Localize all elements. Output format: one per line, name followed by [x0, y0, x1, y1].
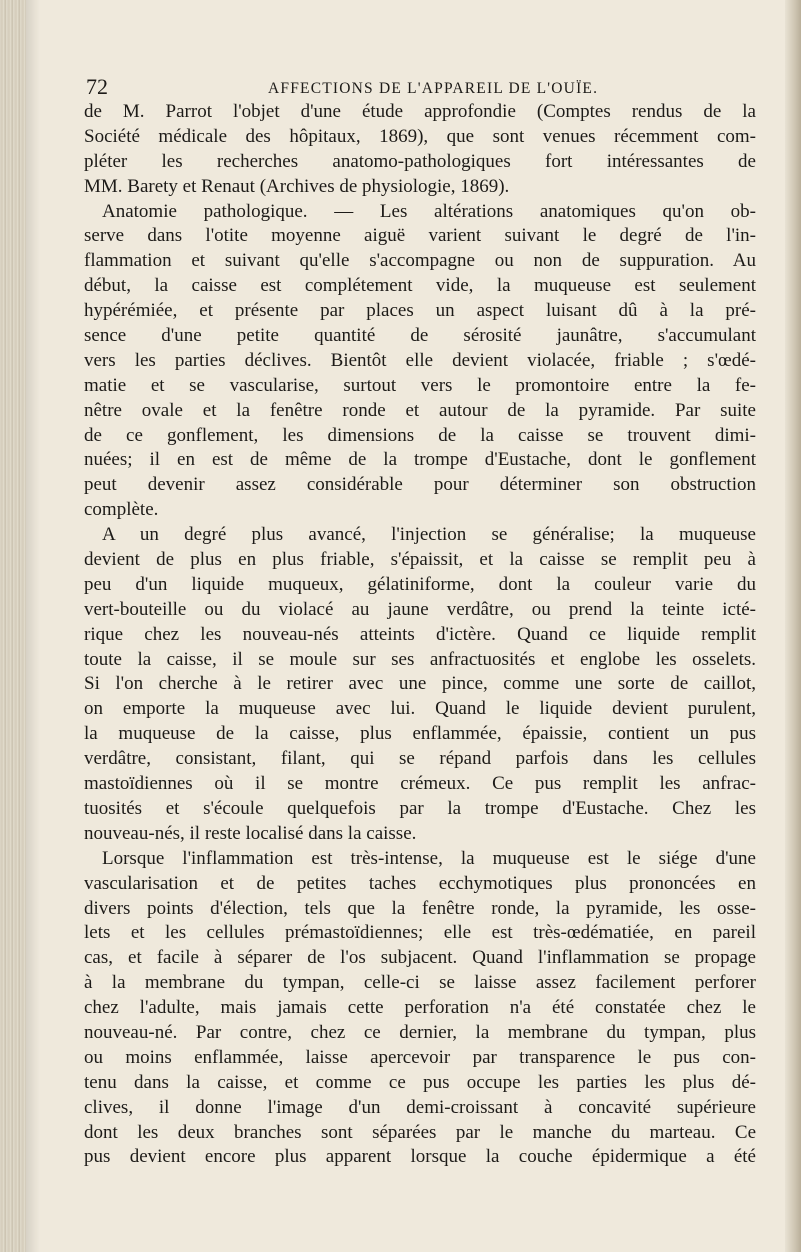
text-line: complète.	[84, 499, 159, 521]
text-line: la muqueuse de la caisse, plus enflammée, épaissie, contient un pus	[84, 723, 756, 745]
text-line: MM. Barety et Renaut (Archives de physiologie, 1869).	[84, 175, 510, 197]
text-line: vascularisation et de petites taches ecchymotiques plus prononcées en	[84, 872, 756, 894]
text-line: cas, et facile à séparer de l'os subjacent. Quand l'inflammation se propage	[84, 947, 756, 969]
page-number: 72	[86, 74, 108, 99]
text-line: Lorsque l'inflammation est très-intense, la muqueuse est le siége d'une	[102, 847, 756, 869]
text-line: toute la caisse, il se moule sur ses anfractuosités et englobe les osselets.	[84, 648, 756, 670]
text-line: début, la caisse est complétement vide, la muqueuse est seulement	[84, 275, 756, 297]
text-line: A un degré plus avancé, l'injection se généralise; la muqueuse	[102, 524, 756, 546]
text-line: sence d'une petite quantité de sérosité jaunâtre, s'accumulant	[84, 325, 756, 347]
text-line: Si l'on cherche à le retirer avec une pince, comme une sorte de caillot,	[84, 673, 756, 695]
text-line: Société médicale des hôpitaux, 1869), que sont venues récemment com-	[84, 125, 756, 147]
text-line: de ce gonflement, les dimensions de la caisse se trouvent dimi-	[84, 424, 756, 446]
text-line: divers points d'élection, tels que la fenêtre ronde, la pyramide, les osse-	[84, 897, 756, 919]
text-line: nouveau-nés, il reste localisé dans la caisse.	[84, 822, 417, 844]
text-line: à la membrane du tympan, celle-ci se laisse assez facilement perforer	[84, 972, 756, 994]
text-line: dont les deux branches sont séparées par le manche du marteau. Ce	[84, 1121, 756, 1143]
text-line: rique chez les nouveau-nés atteints d'ictère. Quand ce liquide remplit	[84, 623, 756, 645]
text-line: tenu dans la caisse, et comme ce pus occupe les parties les plus dé-	[84, 1071, 756, 1093]
text-line: nuées; il en est de même de la trompe d'Eustache, dont le gonflement	[84, 449, 756, 471]
text-line: flammation et suivant qu'elle s'accompagne ou non de suppuration. Au	[84, 250, 756, 272]
text-line: pléter les recherches anatomo-pathologiques fort intéressantes de	[84, 150, 756, 172]
section-heading-line: Anatomie pathologique. — Les altérations anatomiques qu'on ob-	[102, 200, 756, 222]
text-line: verdâtre, consistant, filant, qui se répand parfois dans les cellules	[84, 748, 756, 770]
running-head-title: AFFECTIONS DE L'APPAREIL DE L'OUÏE.	[268, 80, 599, 97]
text-line: matie et se vascularise, surtout vers le promontoire entre la fe-	[84, 374, 756, 396]
text-line: peut devenir assez considérable pour déterminer son obstruction	[84, 474, 756, 496]
page-binding-edge	[0, 0, 26, 1252]
text-line: nêtre ovale et la fenêtre ronde et autour de la pyramide. Par suite	[84, 399, 756, 421]
text-line: hypérémiée, et présente par places un aspect luisant dû à la pré-	[84, 300, 756, 322]
text-line: nouveau-né. Par contre, chez ce dernier, la membrane du tympan, plus	[84, 1021, 756, 1043]
body-text	[84, 100, 756, 1170]
text-line: lets et les cellules prémastoïdiennes; elle est très-œdématiée, en pareil	[84, 922, 756, 944]
text-line: tuosités et s'écoule quelquefois par la trompe d'Eustache. Chez les	[84, 797, 756, 819]
text-line: serve dans l'otite moyenne aiguë varient suivant le degré de l'in-	[84, 225, 756, 247]
page-right-edge	[785, 0, 801, 1252]
text-line: de M. Parrot l'objet d'une étude approfondie (Comptes rendus de la	[84, 101, 756, 122]
text-line: devient de plus en plus friable, s'épaissit, et la caisse se remplit peu à	[84, 549, 756, 571]
text-line: mastoïdiennes où il se montre crémeux. Ce pus remplit les anfrac-	[84, 773, 756, 795]
gutter-shadow	[26, 0, 40, 1252]
text-line: ou moins enflammée, laisse apercevoir par transparence le pus con-	[84, 1046, 756, 1068]
text-line: peu d'un liquide muqueux, gélatiniforme, dont la couleur varie du	[84, 573, 756, 595]
running-head	[86, 74, 746, 102]
text-line: vers les parties déclives. Bientôt elle devient violacée, friable ; s'œdé-	[84, 349, 756, 371]
text-line: chez l'adulte, mais jamais cette perforation n'a été constatée chez le	[84, 997, 756, 1019]
text-line: pus devient encore plus apparent lorsque la couche épidermique a été	[84, 1146, 756, 1168]
text-line: clives, il donne l'image d'un demi-croissant à concavité supérieure	[84, 1096, 756, 1118]
text-line: on emporte la muqueuse avec lui. Quand le liquide devient purulent,	[84, 698, 756, 720]
text-line: vert-bouteille ou du violacé au jaune verdâtre, ou prend la teinte icté-	[84, 598, 756, 620]
